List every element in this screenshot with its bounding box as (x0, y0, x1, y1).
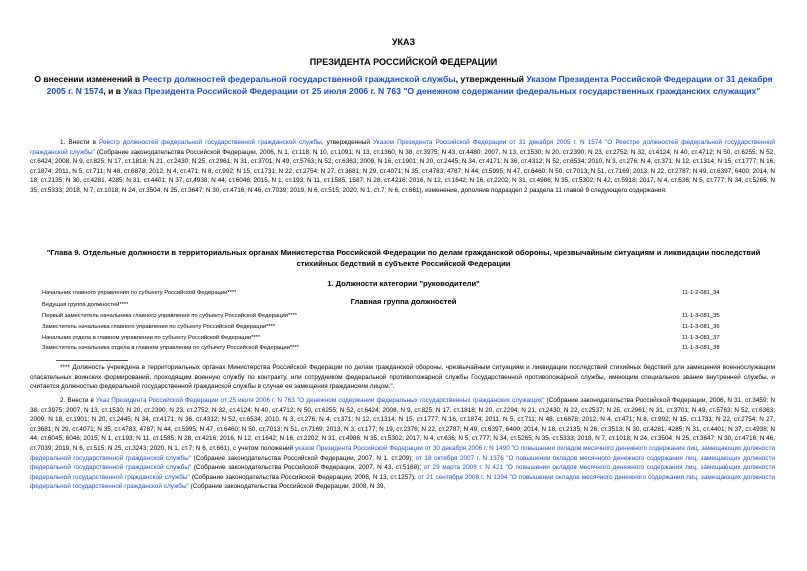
subtitle-text: , утвержденный (455, 74, 527, 84)
registry-link[interactable]: Реестр должностей федеральной государственной гражданской службы (142, 74, 456, 84)
paragraph-text: , утвержденный (321, 139, 374, 146)
paragraph-text: (Собрание законодательства Российской Федерации, 2007, N 43, ст.5168); (191, 464, 424, 472)
paragraph-text: (Собрание законодательства Российской Федерации, 2008, N 13, ст.1257); (189, 473, 418, 481)
paragraph-text: (Собрание законодательства Российской Федерации, 2006, N 1, ст.118; N 10, ст.1091; N 13, ст.1360; N 38, ст.3975; N 43, ст.4480; 2007, N 13, ст.1530; N 20, ст.2390; N 23, ст.2752; N 32, ст.4124; N 40, ст.4712; N 50, ст.6255; N 52, ст.6424; 2008, N 9, ст.825; N 17, ст.1818; N 21, ст.2430; N 25, ст.2961; N 31, ст.3701; N 49, ст.5763; N 52, ст.6363; 2009, N 16, ст.1901; N 20, ст.2445; N 34, ст.4171; N 36, ст.4312; N 52, ст.6534; 2010, N 3, ст.276; N 4, ст.371; N 12, ст.1314; N 15, ст.1777; N 16, ст.1874; 2011, N 5, ст.711; N 48, ст.6878; 2012, N 4, ст.471; N 8, ст.992; N 15, ст.1731; N 22, ст.2754; N 27, ст.3681; N 29, ст.4071; N 35, ст.4783; 4787; N 44, ст.5995; N 47, ст.6460; N 50, ст.7013; N 51, ст.7169; 2013, N 22, ст.2787; N 49, ст.6397, 6400; 2014, N 18, ст.2135; N 30, ст.4281, 4285; N 31, ст.4401; N 37, ст.4938; N 44, ст.6046; 2015, N 1, ст.193; N 11, ст.1585, 1587; N 28, ст.4216; 2016, N 12, ст.1642; N 16, ст.2202; N 31, ст.4986; N 35, ст.5302; N 42, ст.5918; 2017, N 4, ст.636; N 5, ст.777; N 34, ст.5265; N 35, ст.5333; 2018, N 7, ст.1018; N 24, ст.3504; N 25, ст.3647; N 30, ст.4716; N 46, ст.7039; 2019, N 6, ст.515; 2020, N 1, ст.7; N 6, ст.661), изменение, дополнив подраздел 2 раздела 11 главой 9 следующего содержания: (30, 148, 775, 194)
paragraph-text: (Собрание законодательства Российской Федерации, 2006, N 31, ст.3459; N 38, ст.3975; 2007, N 13, ст.1530; N 20, ст.2390; N 23, ст.2752; N 32, ст.4124; N 40, ст.4712; N 50, ст.6255; N 52, ст.6424; 2008, N 9, ст.825; N 17, ст.1818; N 20, ст.2294; N 21, ст.2430; N 22, ст.2537; N 25, ст.2961; N 31, ст.3701; N 49, ст.5763; N 52, ст.6363; 2009, N 18, ст.1901; N 20, ст.2445; N 34, ст.4171; N 36, ст.4312; N 52, ст.6534; 2010, N 3, ст.276; N 4, ст.371; N 12, ст.1314; N 15, ст.1777; N 16, ст.1874; 2011, N 5, ст.711; N 48, ст.6878; 2012, N 4, ст.471; N 8, ст.992; N 15, ст.1731; N 22, ст.2754; N 27, ст.3681; N 29, ст.4071; N 35, ст.4783, 4787; N 44, ст.5995; N 47, ст.6460; N 50, ст.7013; N 51, ст.7169; 2013, N 3, ст.177; N 19, ст.2376; N 22, ст.2787; N 49, ст.6397, 6400; 2014, N 18, ст.2135; N 26, ст.3513; N 30, ст.4281, 4285; N 31, ст.4401; N 37, ст.4938; N 44, ст.6045, 6046; 2015, N 1, ст.193; N 11, ст.1585; N 28, ст.4216; 2016, N 12, ст.1642; N 16, ст.2202; N 31, ст.4986; N 35, ст.5302; 2017, N 4, ст.636; N 5, ст.777; N 34, ст.5265; N 35, ст.5333; 2018, N 7, ст.1018; N 24, ст.3504; N 25, ст.3647; N 30, ст.4716; N 46, ст.7039; 2019, N 6, ст.515; N 25, ст.3243; 2020, N 1, ст.7; N 6, ст.661), с учетом положений (30, 397, 775, 452)
registry-link[interactable]: Реестр должностей федеральной государственной гражданской службы (98, 139, 322, 146)
position-code: 11-1-3-081_35 (682, 313, 720, 319)
decree-subtitle (30, 74, 777, 97)
footnote-divider (56, 360, 128, 361)
chapter-title: "Глава 9. Отдельные должности в территориальных органах Министерства Российской Федерации по делам гражданской обороны, чрезвычайным ситуациям и ликвидации последствий стихийных бедствий в субъекте Российской Федерации (46, 248, 761, 268)
position-row (42, 323, 742, 332)
position-row (42, 289, 742, 298)
decree-763-link[interactable]: Указ Президента Российской Федерации от 25 июля 2006 г. N 763 "О денежном содержании федеральных государственных гражданских служащих" (96, 397, 545, 404)
position-code: 11-1-3-081_38 (682, 345, 720, 351)
position-name: Заместитель начальника главного управления по субъекту Российской Федерации**** (42, 324, 276, 330)
subtitle-text: , и в (103, 85, 124, 96)
decree-1574-link[interactable]: Указом Президента Российской Федерации от 31 декабря 2005 г. N 1574 "О Реестре должностей федеральной государственной гражданской службы" (30, 139, 775, 156)
position-name: Заместитель начальника отдела в главном управлении по субъекту Российской Федерации**** (42, 345, 299, 351)
paragraph-text: (Собрание законодательства Российской Федерации, 2008, N 39, (188, 483, 386, 491)
decree-763-link[interactable]: Указ Президента Российской Федерации от 25 июля 2006 г. N 763 "О денежном содержании федеральных государственных гражданских служащих" (123, 85, 761, 96)
paragraph-1 (30, 138, 775, 196)
decree-1376-link[interactable]: от 18 октября 2007 г. N 1376 "О повышении окладов месячного денежного содержания лиц, замещающих должности федеральной государственной гражданской службы" (30, 454, 775, 472)
decree-1394-link[interactable]: от 21 сентября 2008 г. N 1394 "О повышении окладов месячного денежного содержания лиц, замещающих должности федеральной государственной гражданской службы" (30, 473, 775, 491)
position-code: 11-1-2-081_34 (682, 290, 720, 296)
position-row (42, 344, 742, 353)
decree-issuer: ПРЕЗИДЕНТА РОССИЙСКОЙ ФЕДЕРАЦИИ (309, 57, 498, 67)
position-code: 11-1-3-081_37 (682, 335, 720, 341)
position-row (42, 334, 742, 343)
paragraph-text: 2. Внести в (60, 397, 97, 404)
position-row (42, 301, 742, 310)
position-code: 11-1-3-081_36 (682, 324, 720, 330)
decree-1490-link[interactable]: указов Президента Российской Федерации от 30 декабря 2006 г. N 1490 "О повышении окладов месячного денежного содержания лиц, замещающих должности федеральной государственной гражданской службы" (30, 444, 775, 462)
paragraph-text: (Собрание законодательства Российской Федерации, 2007, N 1, ст.209); (190, 454, 416, 462)
position-name: Ведущая группа должностей**** (42, 302, 129, 308)
footnote-text: **** Должность учреждена в территориальных органах Министерства Российской Федерации по делам гражданской обороны, чрезвычайным ситуациям и ликвидации последствий стихийных бедствий для замещения военнослужащим спасательных воинских формирований, проходящим военную службу по контракту, или сотрудником федеральной противопожарной службы Государственной противопожарной службы, имеющим специальное звание внутренней службы, и считается должностью федеральной государственной гражданской службы в случае ее замещения гражданским лицом.". (30, 364, 775, 391)
group-title: Главная группа должностей (350, 297, 457, 306)
paragraph-text: 1. Внести в (60, 139, 99, 146)
category-title: 1. Должности категории "руководители" (327, 279, 480, 288)
footnote (30, 363, 775, 392)
decree-1574-link[interactable]: Указом Президента Российской Федерации от 31 декабря 2005 г. N 1574 (46, 74, 773, 96)
position-name: Начальник главного управления по субъекту Российской Федерации**** (42, 290, 237, 296)
paragraph-2 (30, 396, 775, 492)
position-name: Начальник отдела в главном управлении по субъекту Российской Федерации**** (42, 335, 261, 341)
position-name: Первый заместитель начальника главного управления по субъекту Российской Федерации**** (42, 313, 297, 319)
subtitle-text: О внесении изменений в (34, 74, 143, 84)
position-row (42, 312, 742, 321)
decree-title: УКАЗ (391, 37, 416, 47)
decree-421-link[interactable]: от 29 марта 2008 г. N 421 "О повышении окладов месячного денежного содержания лиц, замещающих должности федеральной государственной гражданской службы" (30, 464, 775, 481)
